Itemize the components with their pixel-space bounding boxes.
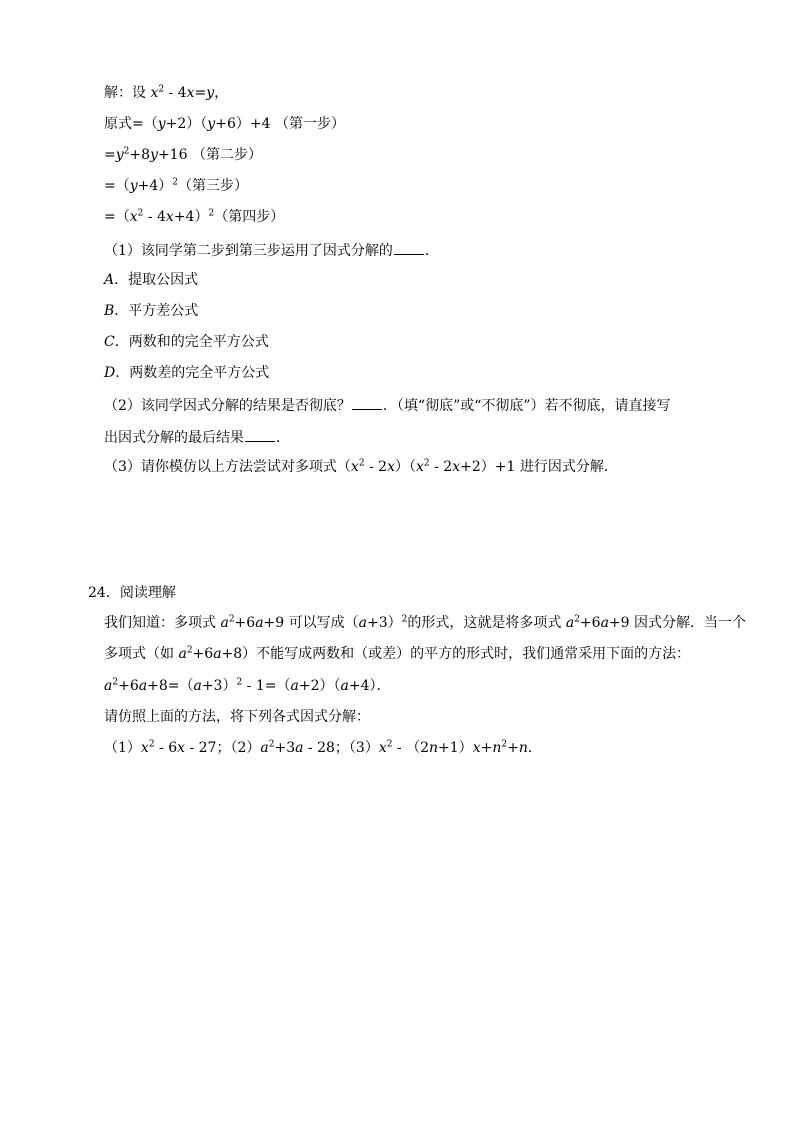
exponent: 2 (123, 146, 130, 157)
text: - 4 (164, 85, 187, 101)
text: （第三步） (178, 178, 249, 194)
question-2-line-1 (104, 395, 671, 415)
var: y (150, 147, 158, 163)
exponent: 2 (386, 739, 393, 750)
text: +4） (137, 178, 173, 194)
text: +8=（ (147, 678, 194, 694)
text: 多项式（如 (104, 646, 179, 662)
option-d (104, 364, 269, 382)
option-letter: B (104, 303, 115, 319)
var: a (290, 678, 299, 694)
option-text: ．提取公因式 (114, 272, 199, 288)
var: a (220, 615, 229, 631)
option-text: ．两数和的完全平方公式 (114, 334, 269, 350)
option-letter: C (104, 334, 115, 350)
text: +6 (234, 615, 256, 631)
var: x (350, 459, 359, 475)
solution-step-4 (104, 208, 284, 226)
text: - 28；（3） (303, 740, 379, 756)
var: a (255, 615, 264, 631)
answer-blank[interactable] (352, 395, 382, 410)
var: a (178, 646, 187, 662)
var: a (565, 615, 575, 631)
text: = (104, 147, 116, 163)
solution-step-3 (104, 177, 248, 195)
answer-blank[interactable] (394, 240, 424, 255)
text: ， (214, 85, 229, 101)
var: n (429, 740, 439, 756)
text: +3） (367, 615, 402, 631)
var: n (518, 740, 528, 756)
text: ．（填“彻底”或“不彻底”）若不彻底，请直接写 (382, 398, 671, 414)
option-b (104, 302, 198, 320)
text: +6）+4 （第一步） (215, 116, 345, 132)
exponent: 2 (401, 614, 408, 625)
solution-step-2 (104, 146, 262, 164)
exponent: 2 (358, 458, 365, 469)
question-3 (104, 458, 618, 476)
var: a (358, 615, 367, 631)
exponent: 2 (228, 614, 235, 625)
text: ）（ (395, 459, 416, 475)
text: +6 (192, 646, 214, 662)
var: a (138, 678, 148, 694)
var: x (378, 740, 387, 756)
var: n (492, 740, 502, 756)
text: = (194, 85, 207, 101)
var: a (340, 678, 349, 694)
var: a (213, 646, 222, 662)
solution-intro (104, 84, 228, 102)
text: - 27；（2） (185, 740, 261, 756)
problem-24-para-2 (104, 645, 690, 663)
text: +1） (438, 740, 473, 756)
problem-24-para-5 (104, 739, 542, 757)
solution-step-1 (104, 115, 345, 133)
text: + (480, 740, 493, 756)
var: y (115, 147, 124, 163)
exponent: 2 (268, 739, 275, 750)
text: +3） (201, 678, 237, 694)
text: 我们知道：多项式 (104, 615, 221, 631)
text: =（ (104, 178, 130, 194)
option-letter: A (104, 272, 115, 288)
exponent: 2 (574, 614, 580, 625)
var: x (186, 85, 195, 101)
question-1 (104, 240, 439, 260)
exponent: 2 (158, 84, 165, 95)
text: +4） (173, 209, 209, 225)
text: +9 因式分解．当一个 (608, 615, 747, 631)
text: 24．阅读理解 (88, 585, 176, 601)
var: x (452, 459, 461, 475)
text: 原式=（ (104, 116, 158, 132)
text: - 2 (364, 459, 388, 475)
text: （1）该同学第二步到第三步运用了因式分解的 (104, 243, 393, 259)
text: - 1=（ (242, 678, 291, 694)
var: x (416, 459, 424, 475)
text: +8 (129, 147, 151, 163)
text: 解：设 (104, 85, 151, 101)
problem-24-para-1 (104, 614, 746, 632)
text: +6 (118, 678, 139, 694)
var: y (207, 116, 216, 132)
exponent: 2 (112, 677, 119, 688)
var: x (140, 740, 149, 756)
option-letter: D (104, 365, 116, 381)
question-2-line-2 (104, 427, 290, 447)
var: a (104, 678, 113, 694)
text: +2）（ (165, 116, 208, 132)
var: a (260, 740, 269, 756)
var: x (165, 209, 174, 225)
var: x (472, 740, 481, 756)
text: +4）． (348, 678, 391, 694)
var: x (177, 740, 186, 756)
text: - （2 (392, 740, 430, 756)
var: x (150, 85, 159, 101)
var: x (387, 459, 395, 475)
text: =（ (104, 209, 130, 225)
option-text: ．两数差的完全平方公式 (115, 365, 270, 381)
text: +16 （第二步） (157, 147, 262, 163)
text: +6 (579, 615, 601, 631)
var: y (129, 178, 138, 194)
text: （3）请你模仿以上方法尝试对多项式（ (104, 459, 351, 475)
var: a (193, 678, 202, 694)
text: + (507, 740, 519, 756)
text: +2）（ (298, 678, 341, 694)
exponent: 2 (137, 208, 144, 219)
text: 的形式，这就是将多项式 (407, 615, 566, 631)
exponent: 2 (148, 739, 155, 750)
exponent: 2 (236, 677, 243, 688)
text: - 4 (143, 209, 166, 225)
option-c (104, 333, 269, 351)
text: （2）该同学因式分解的结果是否彻底？ (104, 398, 351, 414)
problem-24-heading (88, 584, 176, 602)
exponent: 2 (172, 177, 179, 188)
text: 出因式分解的最后结果 (104, 430, 244, 446)
var: y (206, 85, 215, 101)
text: - 2 (429, 459, 453, 475)
text: ． (527, 740, 542, 756)
answer-blank[interactable] (245, 427, 275, 442)
text: ． (276, 430, 290, 446)
text: （第四步） (214, 209, 285, 225)
var: a (295, 740, 304, 756)
option-text: ．平方差公式 (114, 303, 199, 319)
text: （1） (104, 740, 141, 756)
text: 请仿照上面的方法，将下列各式因式分解： (104, 709, 370, 725)
exponent: 2 (423, 458, 430, 469)
option-a (104, 271, 198, 289)
text: +3 (274, 740, 296, 756)
var: y (157, 116, 166, 132)
text: +9 可以写成（ (263, 615, 359, 631)
problem-24-para-4 (104, 708, 370, 726)
text: - 6 (154, 740, 178, 756)
problem-24-para-3 (104, 677, 390, 695)
var: x (129, 209, 138, 225)
exponent: 2 (501, 739, 508, 750)
text: +8）不能写成两数和（或差）的平方的形式时，我们通常采用下面的方法： (221, 646, 691, 662)
exponent: 2 (208, 208, 215, 219)
var: a (600, 615, 609, 631)
text: +2）+1 进行因式分解． (460, 459, 618, 475)
text: ． (424, 243, 439, 259)
exponent: 2 (186, 645, 193, 656)
